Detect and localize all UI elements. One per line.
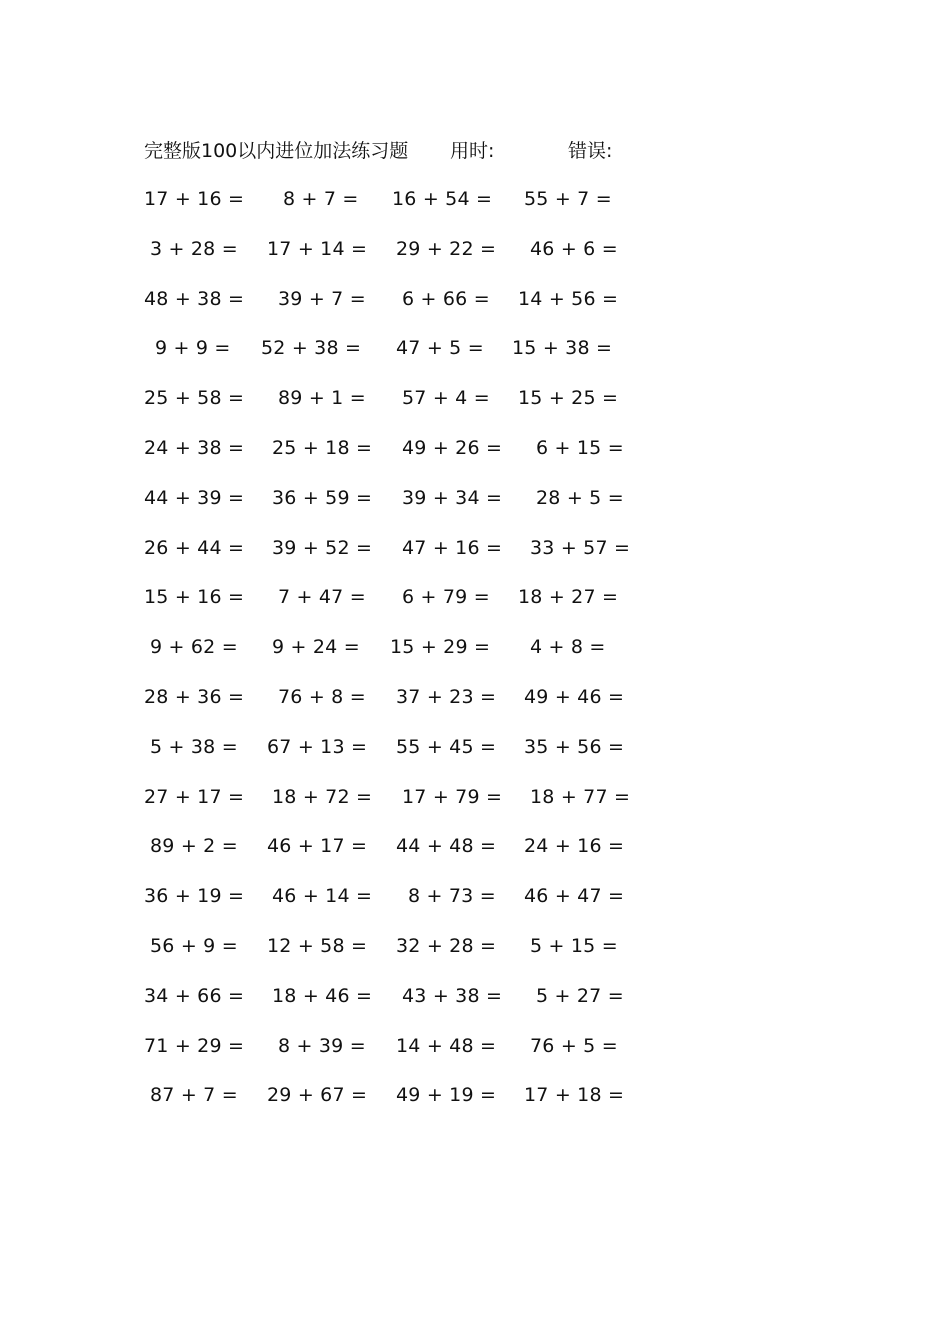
addition-problem: 5 + 27 =: [536, 984, 624, 1007]
problem-row: [0, 732, 950, 782]
addition-problem: 76 + 5 =: [530, 1034, 618, 1057]
addition-problem: 8 + 73 =: [408, 885, 496, 908]
addition-problem: 17 + 79 =: [402, 785, 503, 808]
problem-row: [0, 632, 950, 682]
addition-problem: 48 + 38 =: [144, 287, 245, 310]
addition-problem: 39 + 7 =: [278, 287, 366, 310]
addition-problem: 14 + 48 =: [396, 1034, 497, 1057]
addition-problem: 6 + 15 =: [536, 436, 624, 459]
problem-row: [0, 533, 950, 583]
addition-problem: 18 + 46 =: [272, 984, 373, 1007]
addition-problem: 24 + 16 =: [524, 835, 625, 858]
addition-problem: 15 + 29 =: [390, 636, 491, 659]
addition-problem: 14 + 56 =: [518, 287, 619, 310]
addition-problem: 17 + 16 =: [144, 188, 245, 210]
addition-problem: 17 + 18 =: [524, 1084, 625, 1107]
addition-problem: 8 + 7 =: [283, 188, 359, 210]
problem-row: [0, 881, 950, 931]
problem-row: [0, 981, 950, 1031]
addition-problem: 18 + 77 =: [530, 785, 631, 808]
addition-problem: 9 + 9 =: [155, 337, 231, 360]
addition-problem: 6 + 79 =: [402, 586, 490, 609]
problem-row: [0, 234, 950, 284]
addition-problem: 43 + 38 =: [402, 984, 503, 1007]
addition-problem: 76 + 8 =: [278, 685, 366, 708]
problem-row: [0, 582, 950, 632]
addition-problem: 47 + 16 =: [402, 536, 503, 559]
problem-row: [0, 383, 950, 433]
addition-problem: 29 + 22 =: [396, 237, 497, 260]
addition-problem: 89 + 2 =: [150, 835, 238, 858]
errors-label: 错误:: [568, 140, 613, 162]
addition-problem: 39 + 34 =: [402, 486, 503, 509]
problem-row: [0, 931, 950, 981]
addition-problem: 57 + 4 =: [402, 387, 490, 410]
addition-problem: 89 + 1 =: [278, 387, 366, 410]
addition-problem: 3 + 28 =: [150, 237, 238, 260]
addition-problem: 24 + 38 =: [144, 436, 245, 459]
addition-problem: 28 + 5 =: [536, 486, 624, 509]
addition-problem: 46 + 17 =: [267, 835, 368, 858]
addition-problem: 8 + 39 =: [278, 1034, 366, 1057]
problem-row: [0, 682, 950, 732]
addition-problem: 55 + 7 =: [524, 188, 612, 210]
problem-row: [0, 333, 950, 383]
problem-row: [0, 184, 950, 234]
addition-problem: 16 + 54 =: [392, 188, 493, 210]
addition-problem: 28 + 36 =: [144, 685, 245, 708]
addition-problem: 49 + 19 =: [396, 1084, 497, 1107]
addition-problem: 15 + 25 =: [518, 387, 619, 410]
addition-problem: 26 + 44 =: [144, 536, 245, 559]
addition-problem: 33 + 57 =: [530, 536, 631, 559]
addition-problem: 35 + 56 =: [524, 735, 625, 758]
addition-problem: 36 + 19 =: [144, 885, 245, 908]
addition-problem: 71 + 29 =: [144, 1034, 245, 1057]
addition-problem: 4 + 8 =: [530, 636, 606, 659]
addition-problem: 46 + 6 =: [530, 237, 618, 260]
addition-problem: 32 + 28 =: [396, 934, 497, 957]
problem-row: [0, 831, 950, 881]
addition-problem: 12 + 58 =: [267, 934, 368, 957]
addition-problem: 44 + 48 =: [396, 835, 497, 858]
addition-problem: 34 + 66 =: [144, 984, 245, 1007]
addition-problem: 18 + 72 =: [272, 785, 373, 808]
addition-problem: 15 + 38 =: [512, 337, 613, 360]
worksheet-title: 完整版100以内进位加法练习题: [144, 140, 409, 162]
problem-row: [0, 1031, 950, 1081]
addition-problem: 29 + 67 =: [267, 1084, 368, 1107]
problem-row: [0, 483, 950, 533]
time-used-label: 用时:: [450, 140, 495, 162]
addition-problem: 56 + 9 =: [150, 934, 238, 957]
addition-problem: 25 + 18 =: [272, 436, 373, 459]
addition-problem: 9 + 24 =: [272, 636, 360, 659]
addition-problem: 46 + 14 =: [272, 885, 373, 908]
addition-problem: 7 + 47 =: [278, 586, 366, 609]
problem-grid: [0, 184, 950, 1130]
addition-problem: 25 + 58 =: [144, 387, 245, 410]
addition-problem: 49 + 26 =: [402, 436, 503, 459]
addition-problem: 49 + 46 =: [524, 685, 625, 708]
addition-problem: 6 + 66 =: [402, 287, 490, 310]
problem-row: [0, 1080, 950, 1130]
addition-problem: 55 + 45 =: [396, 735, 497, 758]
addition-problem: 27 + 17 =: [144, 785, 245, 808]
addition-problem: 36 + 59 =: [272, 486, 373, 509]
addition-problem: 44 + 39 =: [144, 486, 245, 509]
addition-problem: 15 + 16 =: [144, 586, 245, 609]
addition-problem: 87 + 7 =: [150, 1084, 238, 1107]
problem-row: [0, 284, 950, 334]
addition-problem: 39 + 52 =: [272, 536, 373, 559]
addition-problem: 17 + 14 =: [267, 237, 368, 260]
problem-row: [0, 433, 950, 483]
addition-problem: 5 + 15 =: [530, 934, 618, 957]
addition-problem: 18 + 27 =: [518, 586, 619, 609]
addition-problem: 37 + 23 =: [396, 685, 497, 708]
addition-problem: 67 + 13 =: [267, 735, 368, 758]
addition-problem: 5 + 38 =: [150, 735, 238, 758]
addition-problem: 9 + 62 =: [150, 636, 238, 659]
addition-problem: 46 + 47 =: [524, 885, 625, 908]
problem-row: [0, 782, 950, 832]
addition-problem: 52 + 38 =: [261, 337, 362, 360]
addition-problem: 47 + 5 =: [396, 337, 484, 360]
